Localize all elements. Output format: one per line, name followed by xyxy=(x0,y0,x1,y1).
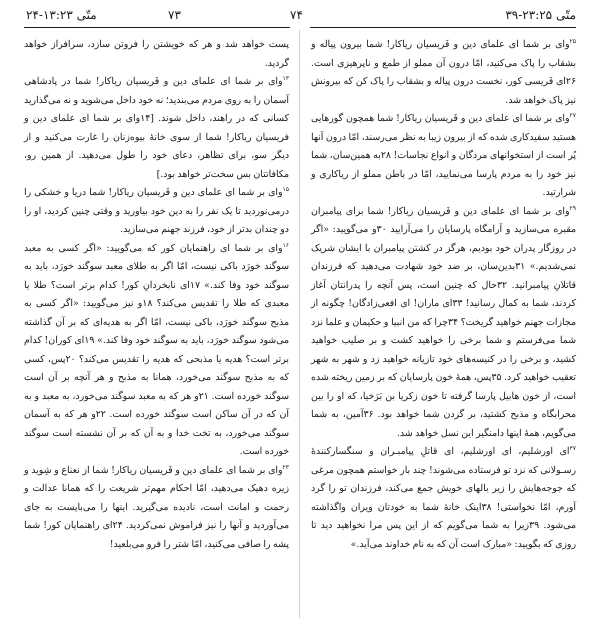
passage xyxy=(24,462,289,555)
passage-text: وای بر شما ای علمای دین و فَریسیان ریاکار! شما برای پیامبران مقبره می‌سازید و آرامگاه پارسایان را می‌آرایید ۳۰و می‌گویید: «اگر در روزگار پدران خود بودیم، هرگز در کشتن پیامبران با ایشان شریک نمی‌شدیم.» ۳۱بدین‌سان، بر ضد خود شهادت می‌دهید که فرزندان قاتلانِ پیامبرانید. ۳۲حال که چنین است، پس آنچه را پدرانتان آغاز کردند، شما به کمال رسانید! ۳۳ای ماران! ای افعی‌زادگان! چگونه از مجازات جهنم خواهید گریخت؟ ۳۴چرا که من انبیا و حکیمان و علما نزد شما می‌فرستم و شما برخی را خواهید کشت و بر صلیب خواهید کشید، و برخی را در کنیسه‌های خود تازیانه خواهید زد و شهر به شهر تعقیب خواهید کرد. ۳۵پس، همهٔ خون پارسایان که بر زمین ریخته شده است، از خون هابیل پارسا گرفته تا خون زکریا بن بَرَخیا، که او را بین محرابگاه و مذبح کشتید، بر گردن شما خواهد بود. ۳۶آمین، به شما می‌گویم، همهٔ اینها دامنگیر این نسل خواهد شد. xyxy=(311,205,577,439)
passage-text: پست خواهد شد و هر که خویشتن را فروتن سازد، سرافراز خواهد گردید. xyxy=(24,39,289,69)
verse-number: ۱۶ xyxy=(282,241,289,249)
verse-number: ۱۳ xyxy=(282,74,289,82)
passage-text: ای اورشلیم، ای اورشلیم، ای قاتلِ پیامبـران و سنگسارکنندهٔ رسـولانی که نزد تو فرستاده می‌شوند! چند بار خواستم همچون مرغی که جوجه‌هایش را زیر بالهای خویش جمع می‌کند، فرزندان تو را گرد آورم، امّا نخواستی! ۳۸اینک خانهٔ شما به خودتان ویران واگذاشته می‌شود. ۳۹زیرا به شما می‌گویم که از این پس مرا نخواهید دید تا روزی که بگویید: «مبارک است آن که به نام خداوند می‌آید.» xyxy=(311,446,577,550)
verse-number: ۱۵ xyxy=(282,185,289,193)
passage xyxy=(311,443,576,554)
passage xyxy=(311,110,576,203)
right-header-rule xyxy=(310,27,576,28)
verse-number: ۳۷ xyxy=(569,444,576,452)
left-text-column xyxy=(24,36,289,554)
passage-text: وای بر شما ای راهنمایان کور که می‌گویید: «اگر کسی به معبد سوگند خورَد باکی نیست، امّا اگر به طلای معبد سوگند خورَد، باید به سوگند خود وفا کند.» ۱۷ای نابخردانِ کور! کدام برتر است؟ طلا یا معبدی که طلا را تقدیس می‌کند؟ ۱۸و نیز می‌گویید: «اگر کسی به مذبح سوگند خورَد، باکی نیست، امّا اگر به هدیه‌ای که بر آن گذاشته می‌شود سوگند خورَد، باید به سوگند خود وفا کند.» ۱۹ای کوران! کدام برتر است؟ هدیه یا مذبحی که هدیه را تقدیس می‌کند؟ ۲۰پس، کسی که به مذبح سوگند می‌خورد، همانا به مذبح و هر آنچه بر آن است سوگند خورده است. ۲۱و هر که به معبد سوگند می‌خورد، به معبد و به آن که در آن ساکن است سوگند خورده است. ۲۲و هر که به آسمان سوگند می‌خورد، به تخت خدا و به آن که بر آن نشسته است سوگند خورده است. xyxy=(24,242,289,457)
passage-text: وای بر شما ای علمای دین و فَریسیان ریاکار! شما از نعناع و شِوید و زیره دهیک می‌دهید، امّا احکام مهم‌تر شریعت را که همانا عدالت و رحمت و امانت است، نادیده می‌گیرید. اینها را می‌بایست به جای می‌آوردید و آنها را نیز فراموش نمی‌کردید. ۲۴ای راهنمایان کور! شما پشه را صافی می‌کنید، امّا شتر را فرو می‌بلعید! xyxy=(24,464,289,550)
passage-text: وای بر شما ای علمای دین و فَریسیان ریاکار! شما همچون گورهایی هستید سفیدکاری شده که از بیرون زیبا به نظر می‌رسند، امّا درون آنها پُر است از استخوانهای مردگان و انواع نجاسات! ۲۸به همین‌سان، شما نیز خود را به مردم پارسا می‌نمایید، امّا در باطن مملو از ریاکاری و شرارتید. xyxy=(311,113,576,198)
right-running-ref: متّی ۲۳:۲۵-۳۹ xyxy=(505,8,576,22)
right-text-column xyxy=(311,36,576,554)
passage-text: وای بر شما ای علمای دین و فَریسیان ریاکار! شما دریا و خشکی را درمی‌نوردید تا یک نفر را به دین خود بیاورید و وقتی چنین کردید، او را دو چندان بدتر از خود، فرزند جهنم می‌سازید. xyxy=(24,187,289,235)
left-page-number: ۷۳ xyxy=(168,8,181,22)
left-running-ref: متّی ۱۳:۲۳-۲۴ xyxy=(26,8,97,22)
passage xyxy=(24,240,289,462)
passage xyxy=(311,36,576,110)
passage-text: وای بر شما ای علمای دین و فَریسیان ریاکار! شما بیرون پیاله و بشقاب را پاک می‌کنید، امّا درون آن مملو از طمع و ناپرهیزی است. ۲۶ای فَریسی کور، نخست درون پیاله و بشقاب را پاک کن که بیرونش نیز پاک خواهد شد. xyxy=(311,39,576,106)
right-page-number: ۷۴ xyxy=(290,8,303,22)
passage xyxy=(24,73,289,184)
passage xyxy=(24,36,289,73)
passage xyxy=(311,203,576,444)
verse-number: ۲۳ xyxy=(282,463,289,471)
passage-text: وای بر شما ای علمای دین و فَریسیان ریاکار! شما در پادشاهی آسمان را به روی مردم می‌بندید؛ نه خود داخل می‌شوید و نه می‌گذارید کسانی که در راهند، داخل شوند. [۱۴وای بر شما ای علمای دین و فریسیان ریاکار! شما از سوی خانهٔ بیوه‌زنان را غارت می‌کنید و از دیگر سو، برای تظاهر، دعای خود را طول می‌دهید. از همین رو، مکافاتتان بس سخت‌تر خواهد بود.] xyxy=(24,76,289,180)
verse-number: ۲۷ xyxy=(569,111,576,119)
page-gutter xyxy=(299,30,300,618)
verse-number: ۲۵ xyxy=(569,37,576,45)
verse-number: ۲۹ xyxy=(569,204,576,212)
passage xyxy=(24,184,289,240)
left-header-rule xyxy=(24,27,290,28)
